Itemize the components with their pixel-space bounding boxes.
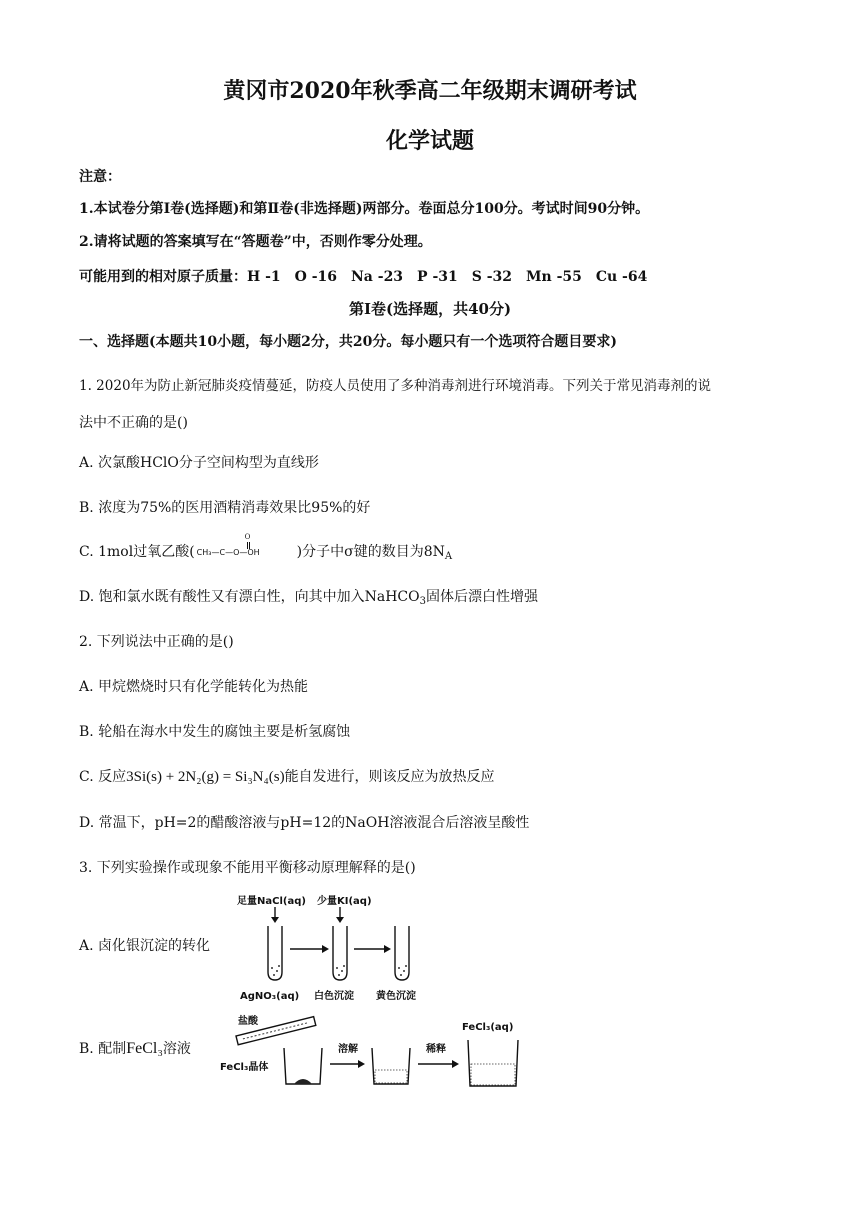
atomic-masses: 可能用到的相对原子质量：H -1 O -16 Na -23 P -31 S -32 Mn -55 Cu -64: [79, 269, 648, 285]
fig-a-label-yellow: 黄色沉淀: [376, 991, 416, 1002]
notice-item-1: 1.本试卷分第Ⅰ卷(选择题)和第Ⅱ卷(非选择题)两部分。卷面总分100分。考试时间90分钟。: [79, 201, 650, 217]
fig-a-arrowhead-down-1: [271, 917, 279, 923]
fig-b-label-dissolve: 溶解: [338, 1044, 358, 1055]
fig-a-label-nacl: 足量NaCl(aq): [237, 896, 306, 907]
fig-a-test-tube-1: [268, 926, 282, 980]
q1-option-c-suffix: )分子中σ键的数目为8N: [296, 544, 445, 560]
q1-option-c: [79, 533, 453, 562]
fig-a-label-agno3: AgNO₃(aq): [240, 991, 300, 1002]
exam-title: 黄冈市2020年秋季高二年级期末调研考试: [223, 78, 637, 104]
section-heading: 第Ⅰ卷(选择题，共40分): [348, 300, 512, 318]
fig-a-test-tube-2: [333, 926, 347, 980]
fig-b-label-dilute: 稀释: [426, 1044, 446, 1055]
fig-a-precipitate: [271, 965, 407, 976]
q2-option-c-prefix: C. 反应: [79, 769, 127, 785]
fig-b-crystal-pile: [294, 1079, 312, 1084]
q1-option-b: B. 浓度为75%的医用酒精消毒效果比95%的好: [79, 500, 371, 516]
fig-b-arrowhead-1: [358, 1060, 365, 1068]
q3-option-b: [79, 1038, 191, 1058]
q2-stem: 2. 下列说法中正确的是(): [79, 634, 234, 650]
fig-a-test-tube-3: [395, 926, 409, 980]
q2-equation: 3Si(s) + 2N₂(g) = Si₃N₄(s): [126, 769, 285, 785]
fig-a-label-ki: 少量KI(aq): [317, 896, 372, 907]
q1-option-d: [79, 586, 538, 607]
fig-a-arrowhead-1: [322, 945, 329, 953]
q1-option-d-suffix: 固体后漂白性增强: [426, 589, 538, 605]
notice-label: 注意：: [79, 169, 121, 185]
q3-option-b-suffix: 溶液: [162, 1041, 191, 1057]
q1-stem-line1: 1. 2020年为防止新冠肺炎疫情蔓延，防疫人员使用了多种消毒剂进行环境消毒。下列关于常见消毒剂的说: [79, 378, 712, 394]
q1-option-d-sub: 3: [419, 596, 426, 607]
q3-option-b-prefix: B. 配制: [79, 1041, 127, 1057]
exam-subtitle: 化学试题: [385, 128, 474, 154]
fig-b-solution-3: [471, 1064, 515, 1085]
notice-item-2: 2.请将试题的答案填写在“答题卷”中，否则作零分处理。: [79, 234, 432, 250]
q1-option-d-prefix: D. 饱和氯水既有酸性又有漂白性，向其中加入NaHCO: [79, 589, 420, 605]
q2-option-d: D. 常温下，pH=2的醋酸溶液与pH=12的NaOH溶液混合后溶液呈酸性: [79, 815, 530, 831]
fig-b-beaker-1: [284, 1048, 322, 1084]
q1-option-c-sub: A: [444, 551, 453, 562]
peracetic-acid-structure: [195, 533, 297, 558]
fig-b-label-acid: 盐酸: [238, 1016, 258, 1027]
q3-option-b-formula: FeCl₃: [126, 1040, 163, 1057]
q2-option-b: B. 轮船在海水中发生的腐蚀主要是析氢腐蚀: [79, 724, 351, 740]
structure-main: CH₃—C—O—OH: [196, 548, 260, 557]
q1-option-a: A. 次氯酸HClO分子空间构型为直线形: [79, 455, 319, 471]
fig-b-solution-2: [375, 1070, 407, 1083]
q3-stem: 3. 下列实验操作或现象不能用平衡移动原理解释的是(): [79, 860, 416, 876]
fig-b-label-result: FeCl₃(aq): [462, 1022, 514, 1033]
q2-option-c-suffix: 能自发进行，则该反应为放热反应: [284, 769, 495, 785]
q1-option-c-prefix: C. 1mol过氧乙酸(: [79, 544, 195, 560]
figure-fecl3-preparation: [214, 1012, 534, 1092]
fig-a-label-white: 白色沉淀: [314, 991, 354, 1002]
fig-a-arrowhead-2: [384, 945, 391, 953]
part-heading: 一、选择题(本题共10小题，每小题2分，共20分。每小题只有一个选项符合题目要求): [79, 334, 617, 350]
fig-b-label-crystal: FeCl₃晶体: [220, 1062, 269, 1073]
figure-silver-halide-conversion: [228, 892, 438, 1004]
q1-stem-line2: 法中不正确的是(): [79, 415, 188, 431]
fig-a-arrowhead-down-2: [336, 917, 344, 923]
q2-option-c: [79, 766, 495, 786]
q2-option-a: A. 甲烷燃烧时只有化学能转化为热能: [79, 679, 309, 695]
fig-b-arrowhead-2: [452, 1060, 459, 1068]
q3-option-a: A. 卤化银沉淀的转化: [79, 938, 211, 954]
structure-o: O: [244, 533, 251, 541]
